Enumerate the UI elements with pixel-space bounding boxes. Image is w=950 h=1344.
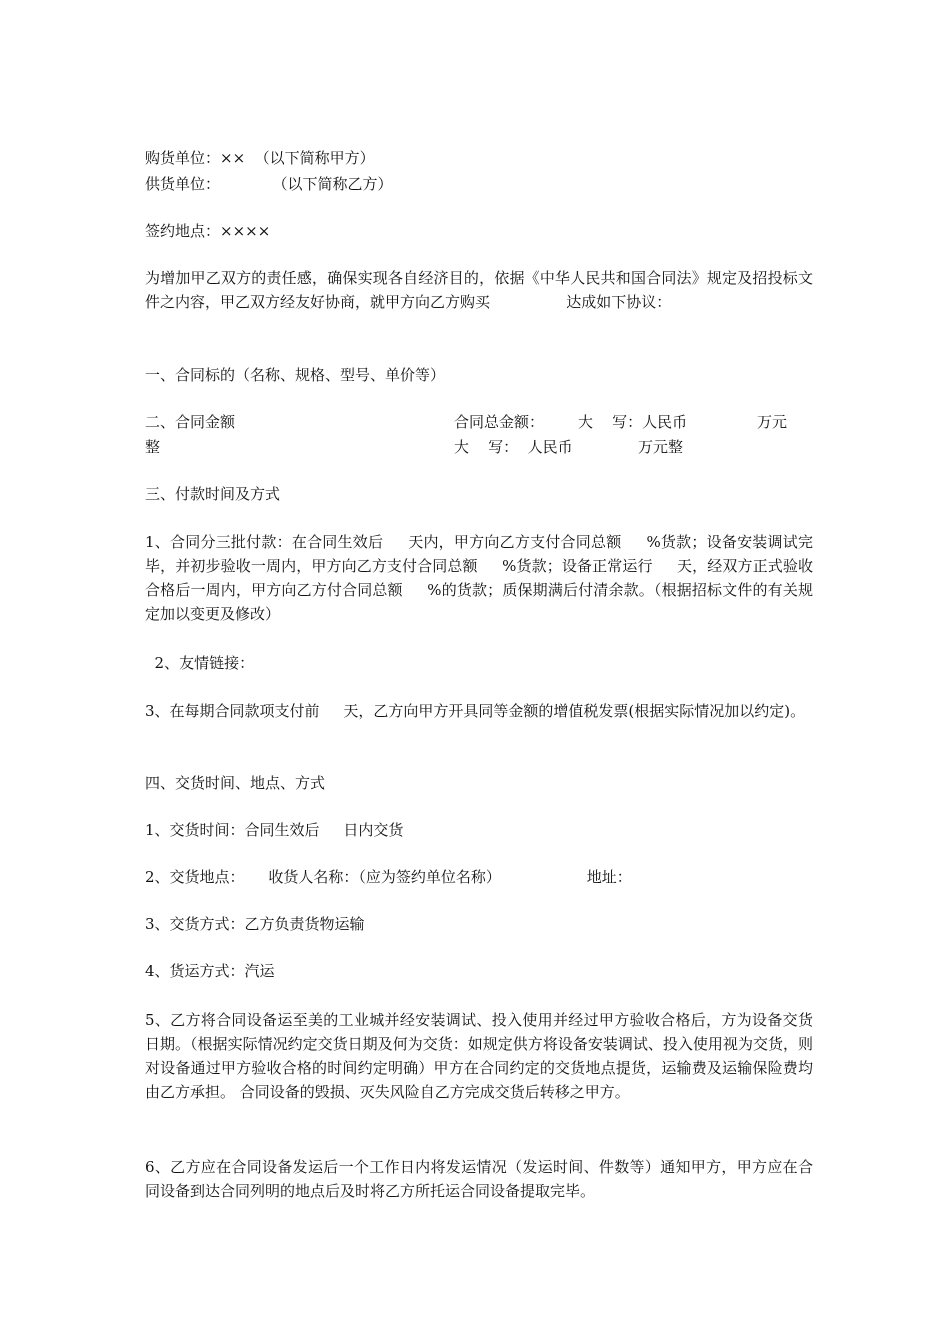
signing-place-line: 签约地点：××××: [145, 222, 271, 240]
wanyuan-zheng: 万元整: [638, 438, 684, 456]
section-4-item-5: 5、乙方将合同设备运至美的工业城并经安装调试、投入使用并经过甲方验收合格后，方为设备交货日期。（根据实际情况约定交货日期及何为交货：如规定供方将设备安装调试、投入使用视为交货，则对设备通过甲方验收合格的时间约定明确）甲方在合同约定的交货地点提货，运输费及运输保险费均由乙方承担。 合同设备的毁损、灭失风险自乙方完成交货后转移之甲方。: [145, 1011, 813, 1101]
total-amount-label: 合同总金额：: [454, 413, 545, 431]
section-4-item-4: 4、货运方式：汽运: [145, 962, 275, 980]
amount-in-words-2: 大 写： 人民币: [454, 438, 573, 456]
section-4-item-2: 2、交货地点： 收货人名称：（应为签约单位名称） 地址：: [145, 868, 632, 886]
buyer-line: 购货单位：×× （以下简称甲方）: [145, 149, 375, 167]
zheng-char: 整: [145, 438, 161, 456]
seller-line: 供货单位： （以下简称乙方）: [145, 175, 393, 193]
section-4-item-1: 1、交货时间：合同生效后 日内交货: [145, 821, 404, 839]
section-4-item-6: 6、乙方应在合同设备发运后一个工作日内将发运情况（发运时间、件数等）通知甲方，甲方应在合同设备到达合同列明的地点后及时将乙方所托运合同设备提取完毕。: [145, 1158, 813, 1200]
wanyuan-1: 万元: [757, 413, 788, 431]
section-3-item-3: 3、在每期合同款项支付前 天，乙方向甲方开具同等金额的增值税发票(根据实际情况加以约定)。: [145, 702, 806, 720]
section-1-title: 一、合同标的（名称、规格、型号、单价等）: [145, 366, 446, 384]
section-3-item-1: 1、合同分三批付款：在合同生效后 天内，甲方向乙方支付合同总额 %货款；设备安装调试完毕，并初步验收一周内，甲方向乙方支付合同总额 %货款；设备正常运行 天，经双方正式验收合格后一周内，甲方向乙方付合同总额 %的货款；质保期满后付清余款。（根据招标文件的有关规定加以变更及修改）: [145, 533, 813, 623]
section-3-item-2: 2、友情链接：: [145, 654, 255, 672]
section-3-title: 三、付款时间及方式: [145, 485, 281, 503]
amount-in-words-1: 大 写：人民币: [578, 413, 688, 431]
intro-paragraph: 为增加甲乙双方的责任感，确保实现各自经济目的，依据《中华人民共和国合同法》规定及招投标文件之内容，甲乙双方经友好协商，就甲方向乙方购买 达成如下协议：: [145, 269, 813, 311]
section-2-title: 二、合同金额: [145, 413, 236, 431]
section-4-item-3: 3、交货方式：乙方负责货物运输: [145, 915, 365, 933]
section-4-title: 四、交货时间、地点、方式: [145, 774, 326, 792]
